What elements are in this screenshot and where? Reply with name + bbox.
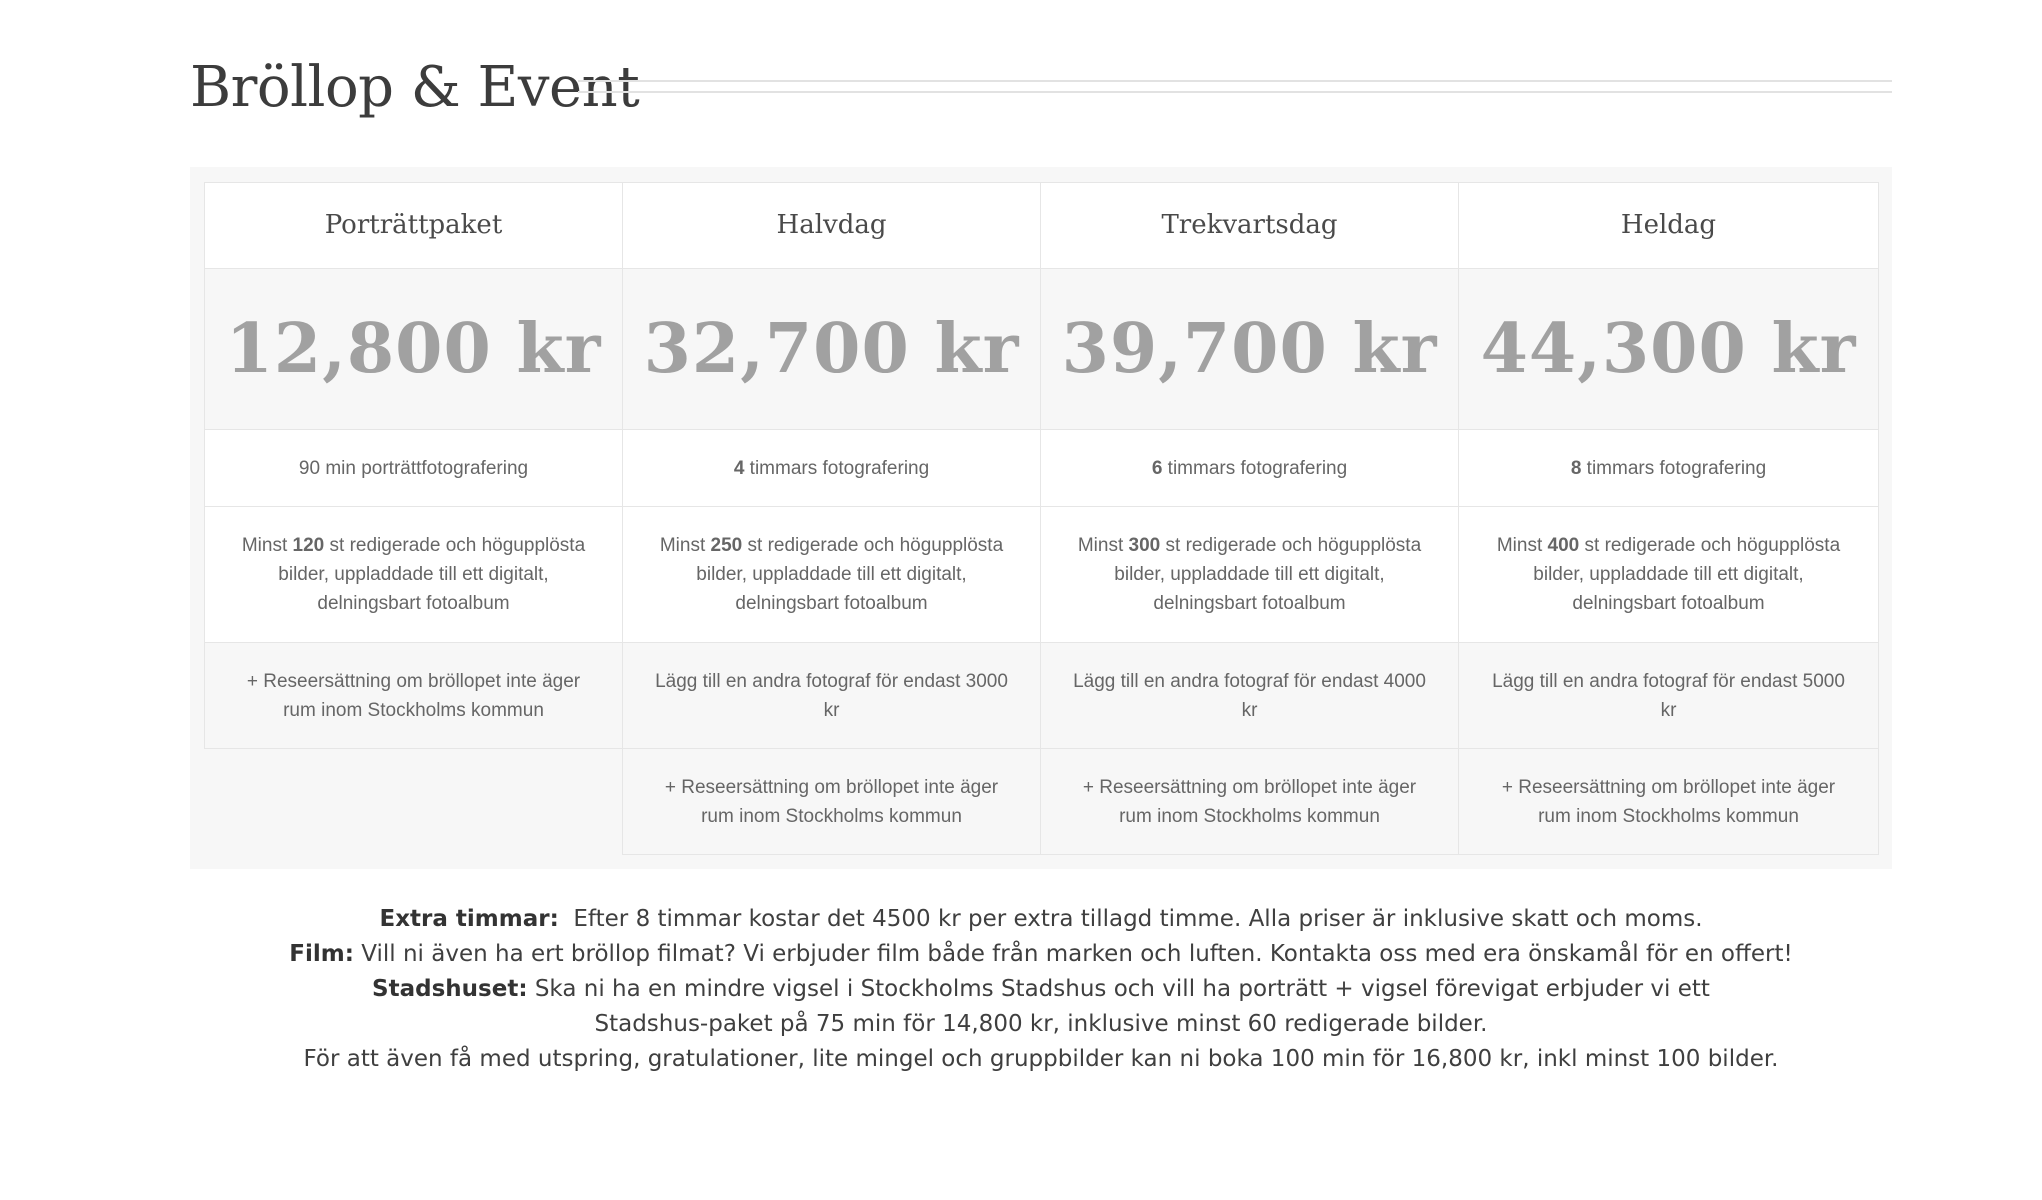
- note-film-text: Vill ni även ha ert bröllop filmat? Vi erbjuder film både från marken och luften. Kontakta oss med era önskamål för en offert!: [353, 941, 1793, 967]
- package-price-halvdag: 32,700 kr: [623, 269, 1041, 430]
- note-extra-hours: [190, 902, 1892, 937]
- hours-text: 90 min porträttfotografering: [298, 457, 529, 479]
- title-divider: [578, 80, 1892, 93]
- hours-value: 4: [733, 457, 745, 479]
- package-hours-heldag: [1459, 430, 1879, 507]
- note-stadshuset-label: Stadshuset:: [372, 976, 528, 1002]
- package-photos-trekvartsdag: [1041, 507, 1459, 643]
- package-price-portrattpaket: 12,800 kr: [205, 269, 623, 430]
- photos-text: st redigerade och högupplösta bilder, uppladdade till ett digitalt, delningsbart fotoalbum: [1533, 535, 1841, 614]
- package-price-trekvartsdag: 39,700 kr: [1041, 269, 1459, 430]
- note-stadshuset: [190, 972, 1892, 1007]
- photos-prefix: Minst: [659, 535, 711, 556]
- note-stadshuset-extended: För att även få med utspring, gratulationer, lite mingel och gruppbilder kan ni boka 100 min för 16,800 kr, inkl minst 100 bilder.: [303, 1046, 1779, 1072]
- hours-text: timmars fotografering: [1162, 457, 1348, 479]
- photos-prefix: Minst: [241, 535, 293, 556]
- package-name-heldag: Heldag: [1459, 183, 1879, 269]
- package-photos-portrattpaket: [205, 507, 623, 643]
- photos-text: st redigerade och högupplösta bilder, uppladdade till ett digitalt, delningsbart fotoalbum: [696, 535, 1004, 614]
- package-extra-halvdag: + Reseersättning om bröllopet inte äger rum inom Stockholms kommun: [623, 749, 1041, 855]
- hours-text: timmars fotografering: [744, 457, 930, 479]
- package-hours-row: [205, 430, 1879, 507]
- photos-count: 300: [1128, 535, 1161, 556]
- package-addon-row: [205, 643, 1879, 749]
- package-name-portrattpaket: Porträttpaket: [205, 183, 623, 269]
- package-hours-trekvartsdag: [1041, 430, 1459, 507]
- package-name-halvdag: Halvdag: [623, 183, 1041, 269]
- package-prices-row: [205, 269, 1879, 430]
- note-stadshuset-text: Ska ni ha en mindre vigsel i Stockholms Stadshus och vill ha porträtt + vigsel förevigat erbjuder vi ett: [527, 976, 1710, 1002]
- package-extra-heldag: + Reseersättning om bröllopet inte äger rum inom Stockholms kommun: [1459, 749, 1879, 855]
- package-price-heldag: 44,300 kr: [1459, 269, 1879, 430]
- package-photos-row: [205, 507, 1879, 643]
- hours-value: 8: [1570, 457, 1582, 479]
- note-extra-hours-label: Extra timmar:: [379, 906, 559, 932]
- note-film: [190, 937, 1892, 972]
- package-extra-row: [205, 749, 1879, 855]
- package-photos-heldag: [1459, 507, 1879, 643]
- package-photos-halvdag: [623, 507, 1041, 643]
- package-name-trekvartsdag: Trekvartsdag: [1041, 183, 1459, 269]
- package-addon-heldag: Lägg till en andra fotograf för endast 5000 kr: [1459, 643, 1879, 749]
- photos-prefix: Minst: [1496, 535, 1548, 556]
- note-stadshuset-package: Stadshus-paket på 75 min för 14,800 kr, inklusive minst 60 redigerade bilder.: [594, 1011, 1488, 1037]
- package-hours-portrattpaket: [205, 430, 623, 507]
- package-extra-portrattpaket: [205, 749, 623, 855]
- pricing-notes: [190, 902, 1892, 1077]
- package-addon-halvdag: Lägg till en andra fotograf för endast 3000 kr: [623, 643, 1041, 749]
- pricing-table: [204, 182, 1879, 855]
- photos-text: st redigerade och högupplösta bilder, uppladdade till ett digitalt, delningsbart fotoalbum: [1114, 535, 1422, 614]
- hours-value: 6: [1151, 457, 1163, 479]
- hours-text: timmars fotografering: [1581, 457, 1767, 479]
- photos-text: st redigerade och högupplösta bilder, uppladdade till ett digitalt, delningsbart fotoalbum: [278, 535, 586, 614]
- page-title: Bröllop & Event: [190, 55, 640, 120]
- package-extra-trekvartsdag: + Reseersättning om bröllopet inte äger rum inom Stockholms kommun: [1041, 749, 1459, 855]
- photos-count: 400: [1547, 535, 1580, 556]
- photos-count: 120: [292, 535, 325, 556]
- photos-prefix: Minst: [1077, 535, 1129, 556]
- package-addon-trekvartsdag: Lägg till en andra fotograf för endast 4000 kr: [1041, 643, 1459, 749]
- package-hours-halvdag: [623, 430, 1041, 507]
- pricing-panel: [190, 167, 1892, 869]
- package-names-row: [205, 183, 1879, 269]
- note-extra-hours-text: Efter 8 timmar kostar det 4500 kr per extra tillagd timme. Alla priser är inklusive skatt och moms.: [558, 906, 1703, 932]
- note-film-label: Film:: [289, 941, 354, 967]
- package-addon-portrattpaket: + Reseersättning om bröllopet inte äger rum inom Stockholms kommun: [205, 643, 623, 749]
- photos-count: 250: [710, 535, 743, 556]
